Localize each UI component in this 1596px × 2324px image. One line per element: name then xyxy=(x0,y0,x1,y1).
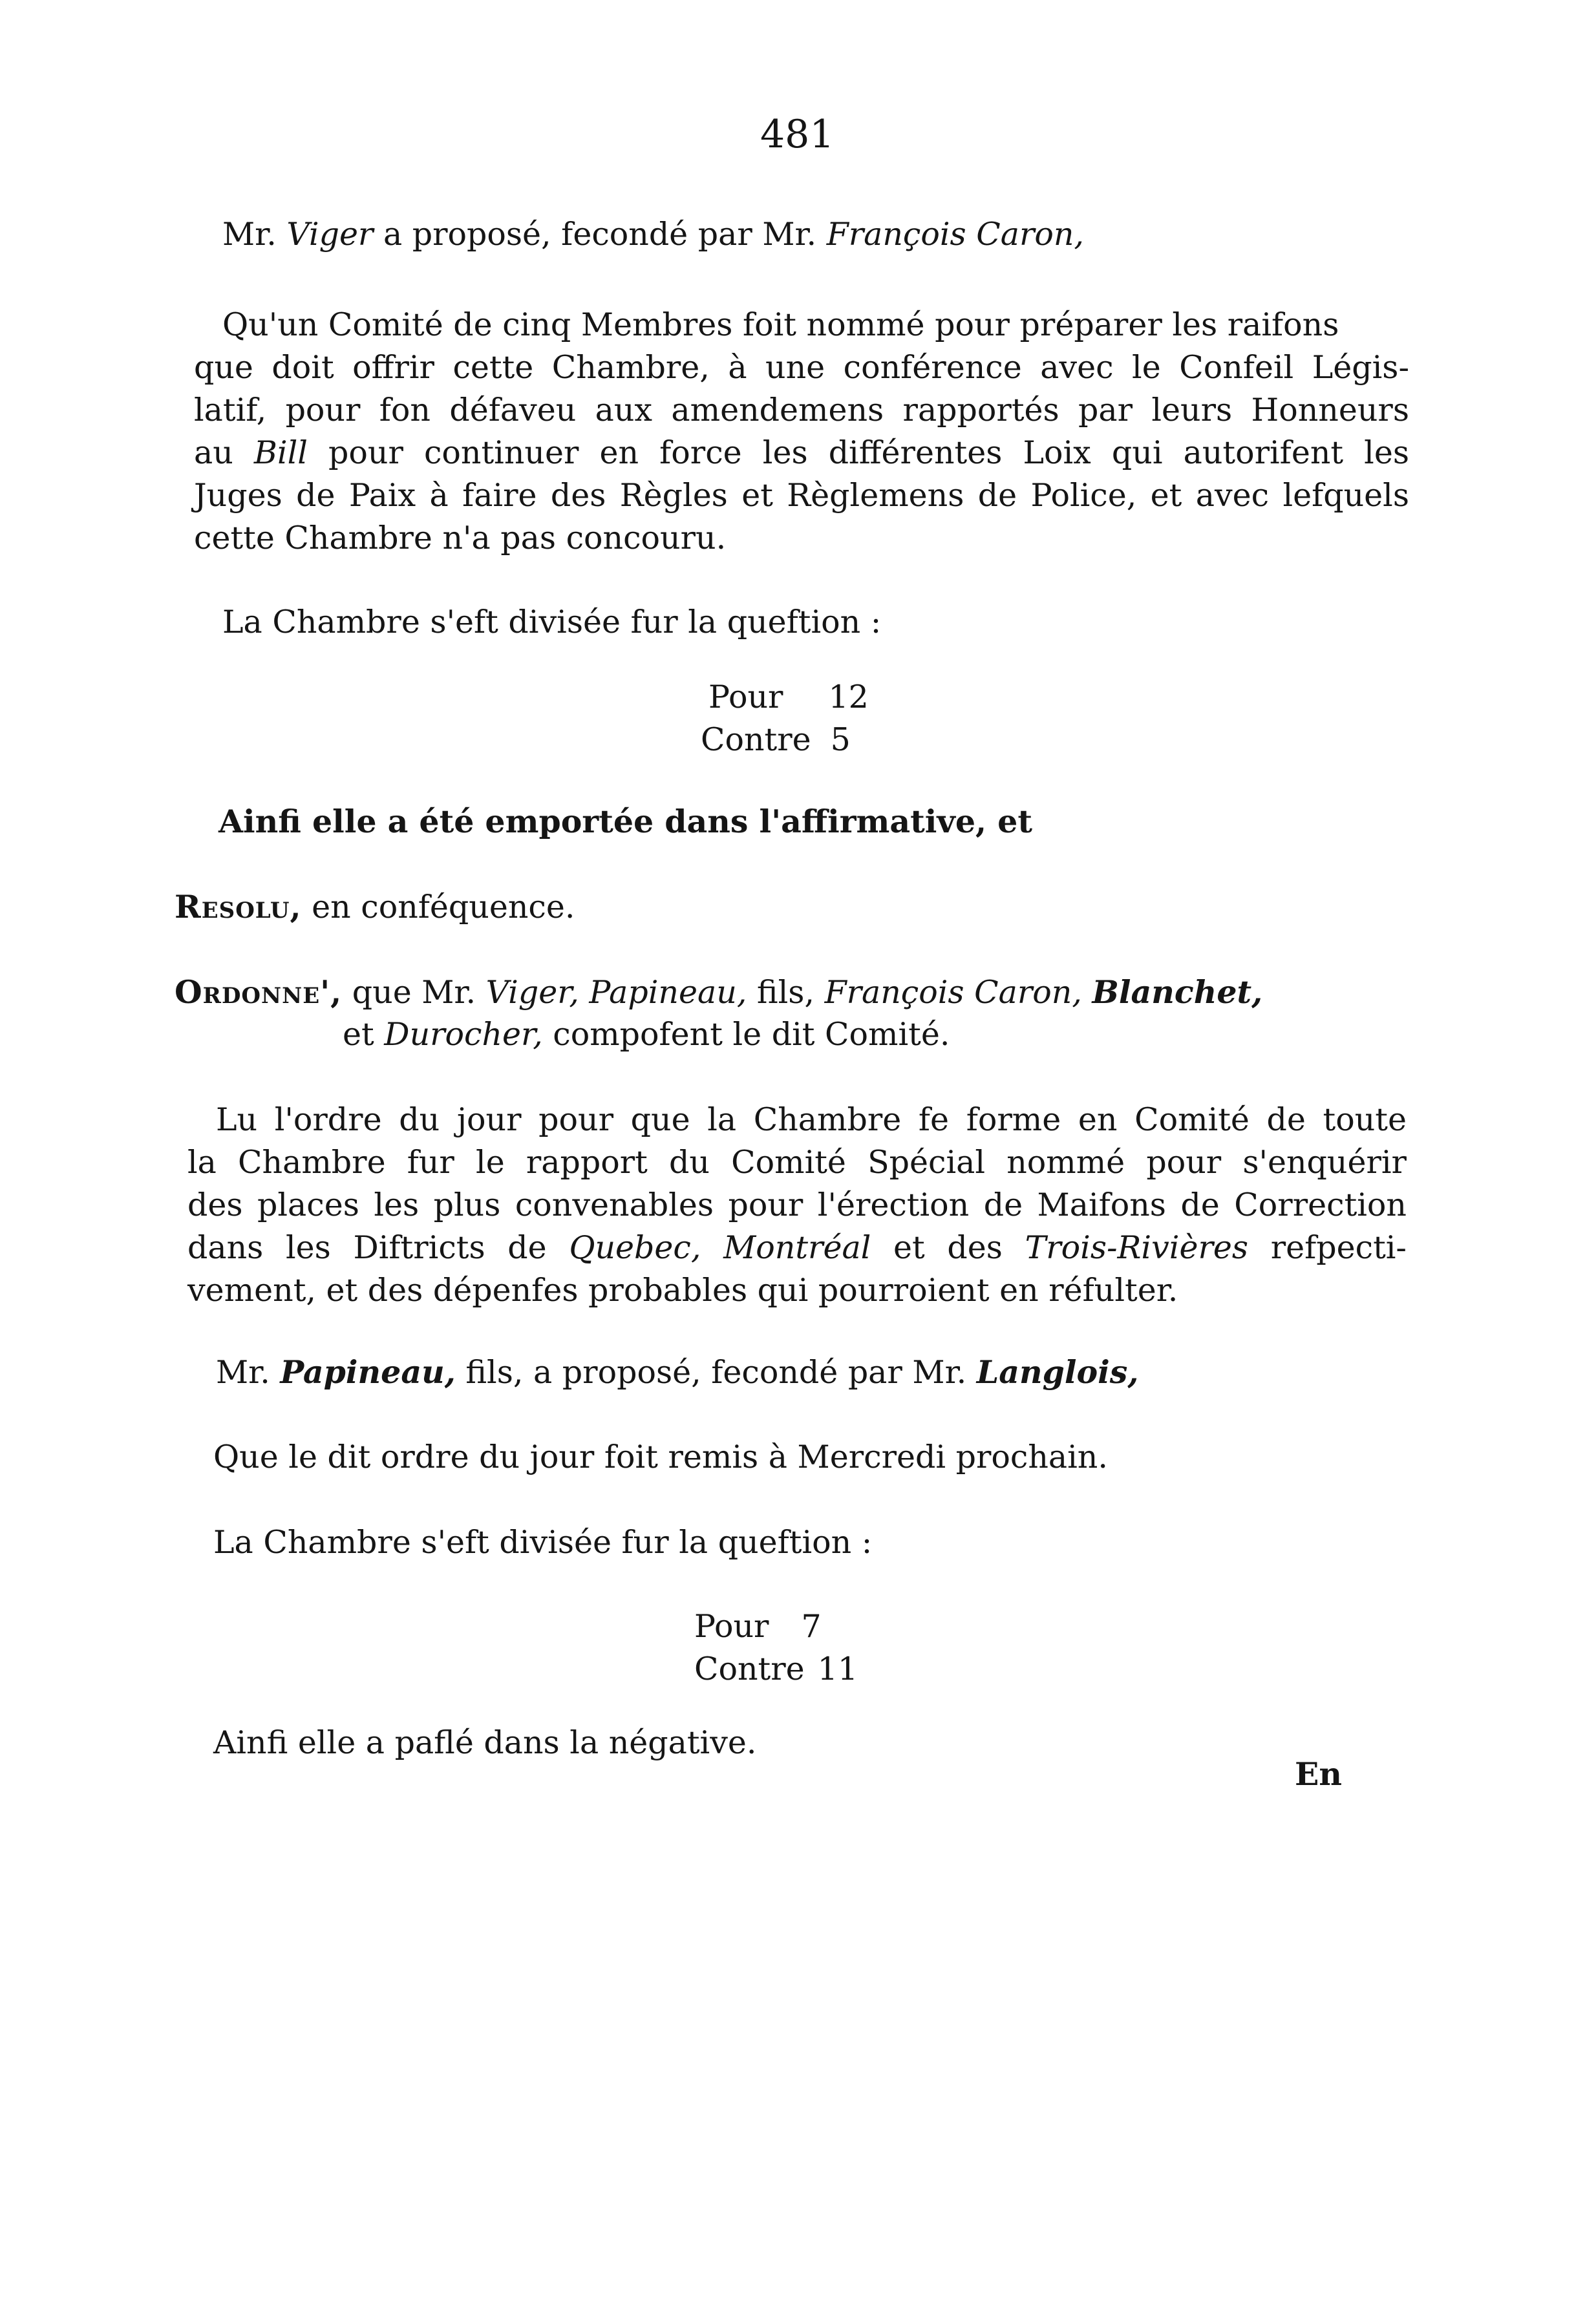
ordonne-name-5: Durocher, xyxy=(384,1016,543,1053)
ordonne-line-2 xyxy=(343,1013,950,1056)
division-1-contre-value: 5 xyxy=(830,721,851,758)
ordre-line-5: vement, et des dépenfes probables qui pourroient en réfulter. xyxy=(187,1272,1178,1309)
ordonne-name-2: Papineau, xyxy=(589,974,747,1011)
resolution-1-line-2: que doit offrir cette Chambre, à une conférence avec le Confeil Légis- xyxy=(194,349,1409,386)
ordonne-text-a: que Mr. xyxy=(352,974,476,1011)
resolution-1-l4-c: pour continuer en force les différentes Loix qui autorifent les xyxy=(328,434,1409,471)
result-2: Ainfi elle a paflé dans la négative. xyxy=(213,1724,757,1761)
ordonne-text-d: compofent le dit Comité. xyxy=(553,1016,950,1053)
resolution-1-line-5: Juges de Paix à faire des Règles et Règlemens de Police, et avec lefquels xyxy=(194,477,1409,514)
ordonne-name-1: Viger, xyxy=(485,974,579,1011)
resolution-1-bill: Bill xyxy=(253,434,308,471)
ordre-montreal: Montréal xyxy=(723,1229,871,1266)
motion-1-proposer: Viger xyxy=(286,216,374,253)
motion-1-text: a proposé, fecondé par Mr. xyxy=(383,216,817,253)
division-2-pour xyxy=(694,1605,822,1648)
ordre-quebec: Quebec, xyxy=(569,1229,701,1266)
resolution-1-line-1: Qu'un Comité de cinq Membres foit nommé pour préparer les raifons xyxy=(222,306,1339,343)
ordre-line-2: la Chambre fur le rapport du Comité Spécial nommé pour s'enquérir xyxy=(187,1144,1407,1181)
resolu-rest: en conféquence. xyxy=(312,889,575,925)
division-2-text: La Chambre s'eft divisée fur la queftion : xyxy=(213,1524,873,1561)
motion-2-mr: Mr. xyxy=(216,1354,270,1391)
resolution-1-l4-a: au xyxy=(194,434,233,471)
resolu-word: Resolu, xyxy=(175,888,302,925)
division-1-pour-value: 12 xyxy=(828,679,869,715)
motion-2-proposer: Papineau, xyxy=(280,1353,456,1391)
motion-1 xyxy=(222,213,1084,256)
ordre-line-1: Lu l'ordre du jour pour que la Chambre fe forme en Comité de toute xyxy=(216,1101,1407,1138)
division-1-text: La Chambre s'eft divisée fur la queftion : xyxy=(222,604,882,640)
motion-1-mr: Mr. xyxy=(222,216,277,253)
ordre-l4-b: et des xyxy=(893,1229,1003,1266)
resolution-1-line-4 xyxy=(194,432,1409,474)
motion-2-seconder: Langlois, xyxy=(976,1353,1139,1391)
division-2-pour-label: Pour xyxy=(694,1608,769,1645)
division-1-contre-label: Contre xyxy=(701,721,811,758)
ordre-l4-a: dans les Diftricts de xyxy=(187,1229,547,1266)
ordonne-line-1 xyxy=(175,971,1262,1014)
page-number: 481 xyxy=(760,112,835,157)
division-1-pour xyxy=(708,676,869,719)
motion-2-text: fils, a proposé, fecondé par Mr. xyxy=(465,1354,967,1391)
ordre-line-3: des places les plus convenables pour l'érection de Maifons de Correction xyxy=(187,1187,1407,1223)
ordonne-word: Ordonne', xyxy=(175,973,343,1011)
resolution-2: Que le dit ordre du jour foit remis à Mercredi prochain. xyxy=(213,1439,1108,1475)
ordonne-text-b: fils, xyxy=(756,974,814,1011)
resolu-line xyxy=(175,885,575,929)
resolution-1-line-3: latif, pour fon défaveu aux amendemens rapportés par leurs Honneurs xyxy=(194,392,1409,428)
division-2-contre xyxy=(694,1648,858,1691)
resolution-1-line-6: cette Chambre n'a pas concouru. xyxy=(194,520,727,556)
division-2-pour-value: 7 xyxy=(801,1608,822,1645)
result-1: Ainfi elle a été emportée dans l'affirmative, et xyxy=(218,803,1032,840)
ordre-line-4 xyxy=(187,1227,1407,1269)
motion-1-seconder: François Caron, xyxy=(826,216,1084,253)
division-1-pour-label: Pour xyxy=(708,679,783,715)
division-1-contre xyxy=(701,719,851,761)
ordonne-text-c: et xyxy=(343,1016,374,1053)
catchword: En xyxy=(1295,1755,1342,1793)
ordre-trois-rivieres: Trois-Rivières xyxy=(1025,1229,1249,1266)
division-2-contre-label: Contre xyxy=(694,1651,805,1687)
ordonne-name-3: François Caron, xyxy=(824,974,1082,1011)
motion-2 xyxy=(216,1351,1138,1394)
ordre-l4-c: refpecti- xyxy=(1270,1229,1407,1266)
division-2-contre-value: 11 xyxy=(817,1651,858,1687)
ordonne-name-4: Blanchet, xyxy=(1092,973,1263,1011)
